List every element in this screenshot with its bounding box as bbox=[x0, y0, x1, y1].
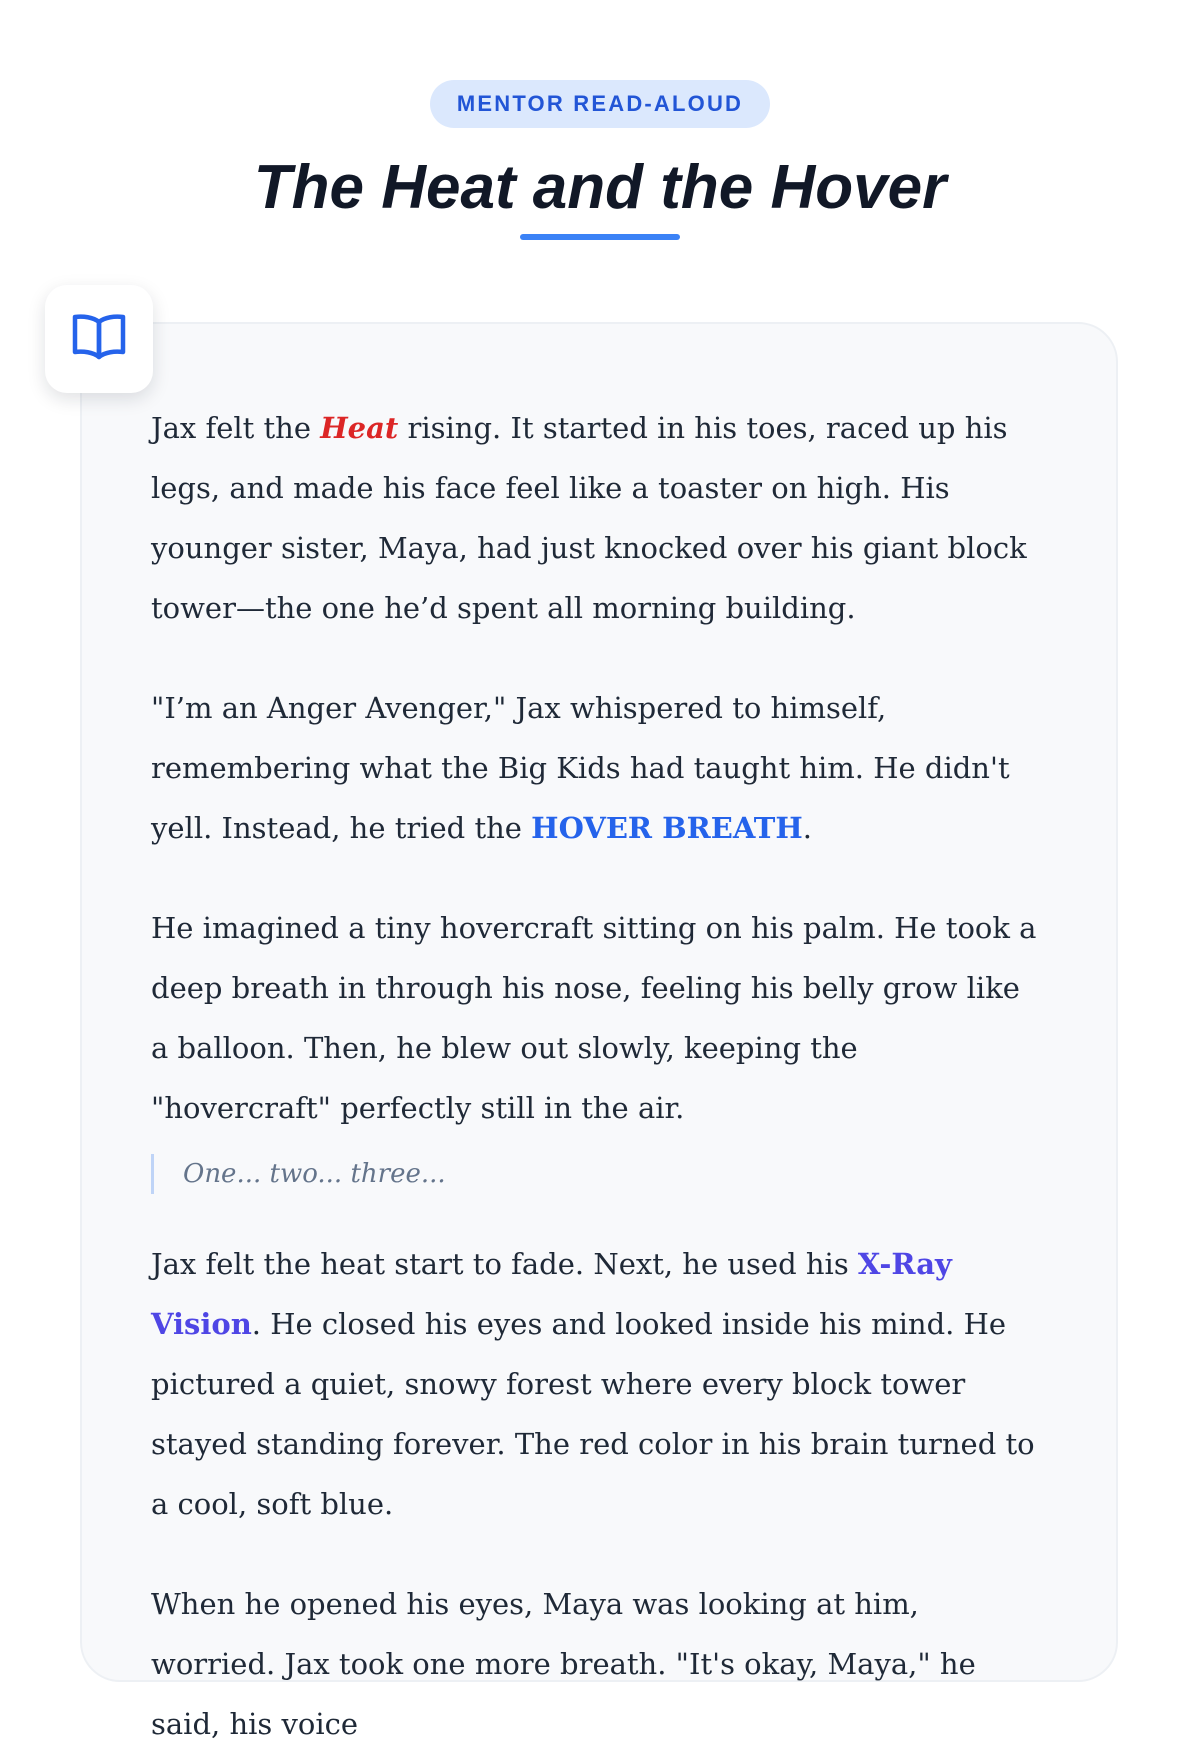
paragraph-text: "I’m an Anger Avenger," Jax whispered to himself, remembering what the Big Kids had taught him. He didn't yell. Instead, he tried the bbox=[151, 691, 1010, 845]
badge-row bbox=[0, 80, 1200, 128]
open-book-icon bbox=[71, 312, 127, 366]
book-badge bbox=[45, 285, 153, 393]
mentor-read-aloud-badge: MENTOR READ-ALOUD bbox=[430, 80, 770, 128]
title-underline bbox=[520, 234, 680, 240]
story-paragraph-1 bbox=[151, 398, 1046, 638]
keyword-xray-vision: X-Ray Vision bbox=[151, 1247, 952, 1341]
keyword-hover-breath: HOVER BREATH bbox=[531, 811, 803, 845]
paragraph-text: . bbox=[802, 811, 812, 845]
paragraph-text: Jax felt the heat start to fade. Next, he used his bbox=[151, 1247, 858, 1281]
paragraph-text: rising. It started in his toes, raced up his legs, and made his face feel like a toaster on high. His younger sister, Maya, had just knocked over his giant block tower—the one he’d spent all morning building. bbox=[151, 411, 1027, 625]
counting-aside: One... two... three... bbox=[151, 1154, 1046, 1194]
paragraph-text: Jax felt the bbox=[151, 411, 321, 445]
story-title: The Heat and the Hover bbox=[253, 153, 947, 222]
story-paragraph-5: When he opened his eyes, Maya was looking at him, worried. Jax took one more breath. "It's okay, Maya," he said, his voice bbox=[151, 1587, 976, 1741]
story-paragraph-3: He imagined a tiny hovercraft sitting on his palm. He took a deep breath in through his nose, feeling his belly grow like a balloon. Then, he blew out slowly, keeping the "hovercraft" perfectly still in the air. bbox=[151, 911, 1037, 1125]
story-card bbox=[80, 322, 1118, 1741]
story-paragraph-4 bbox=[151, 1234, 1046, 1534]
story-paragraph-2 bbox=[151, 678, 1046, 858]
keyword-heat: Heat bbox=[320, 411, 399, 445]
paragraph-text: . He closed his eyes and looked inside his mind. He pictured a quiet, snowy forest where every block tower stayed standing forever. The red color in his brain turned to a cool, soft blue. bbox=[151, 1307, 1035, 1521]
